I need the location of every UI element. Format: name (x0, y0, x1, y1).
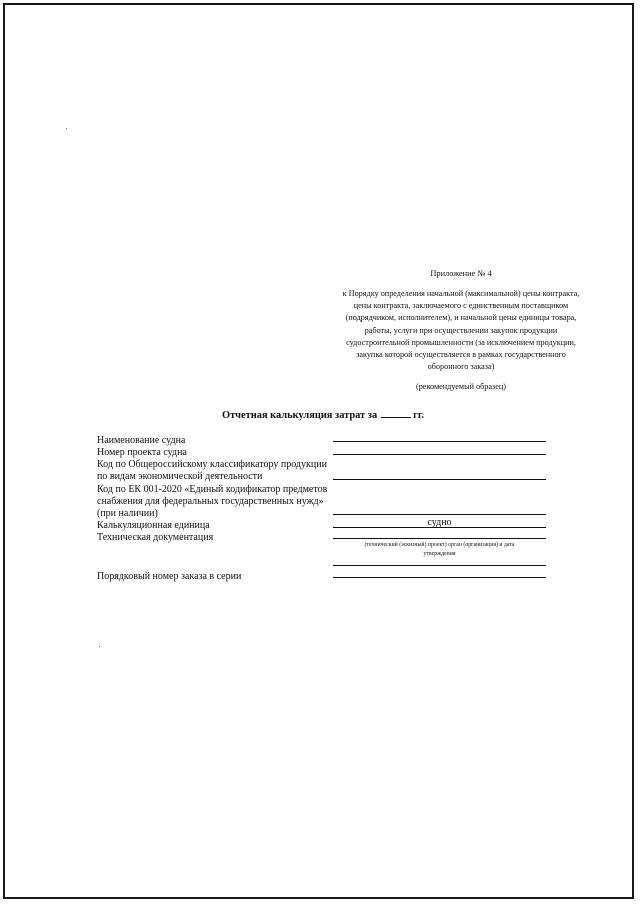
appendix-line: закупка которой осуществляется в рамках государственного (356, 350, 566, 360)
tech-doc-label: Техническая документация (97, 532, 214, 543)
period-blank (381, 409, 411, 418)
order-number-label: Порядковый номер заказа в серии (97, 571, 242, 582)
tech-doc-caption (333, 541, 546, 558)
ek-label-line3: (при наличии) (97, 508, 158, 519)
costing-unit-field (333, 527, 546, 528)
appendix-line: оборонного заказа) (427, 362, 495, 372)
sample-note: (рекомендуемый образец) (415, 382, 506, 391)
appendix-line: судостроительной промышленности (за исключением продукции, (346, 337, 576, 347)
order-number-field (333, 577, 546, 578)
document-title-suffix: гг. (413, 410, 425, 421)
ek-label-line1: Код по ЕК 001-2020 «Единый кодификатор предметов (97, 484, 328, 495)
tech-doc-caption-line1: (технический (эскизный) проект) орган (организация) и дата (364, 542, 515, 548)
vessel-name-field (333, 441, 546, 442)
okved-label-line1: Код по Общероссийскому классификатору продукции (97, 459, 327, 470)
project-number-label: Номер проекта судна (97, 447, 187, 458)
document-title-prefix: Отчетная калькуляция затрат за (222, 410, 378, 421)
okved-label-line2: по видам экономической деятельности (97, 471, 263, 482)
vessel-name-label: Наименование судна (97, 435, 186, 446)
tech-doc-field (333, 538, 546, 539)
appendix-line: к Порядку определения начальной (максимальной) цены контракта, (342, 289, 580, 298)
project-number-field (333, 454, 546, 455)
appendix-description (330, 288, 592, 373)
appendix-line: (подрядчиком, исполнителем), и начальной цены единицы товара, (345, 313, 577, 323)
costing-unit-label: Калькуляционная единица (97, 520, 210, 531)
tech-doc-caption-line2: утверждения (423, 550, 456, 557)
tech-doc-extra-field (333, 565, 546, 566)
scan-speck (66, 128, 67, 129)
appendix-line: цены контракта, заключаемого с единственным поставщиком (353, 301, 569, 311)
okved-field (333, 479, 546, 480)
costing-unit-value: судно (427, 517, 452, 528)
appendix-line: работы, услуги при осуществлении закупок продукции (364, 325, 558, 335)
document-title (222, 409, 424, 421)
ek-field (333, 514, 546, 515)
appendix-title: Приложение № 4 (430, 269, 492, 278)
ek-label-line2: снабжения для федеральных государственных нужд» (97, 496, 324, 507)
scan-speck (99, 646, 100, 647)
